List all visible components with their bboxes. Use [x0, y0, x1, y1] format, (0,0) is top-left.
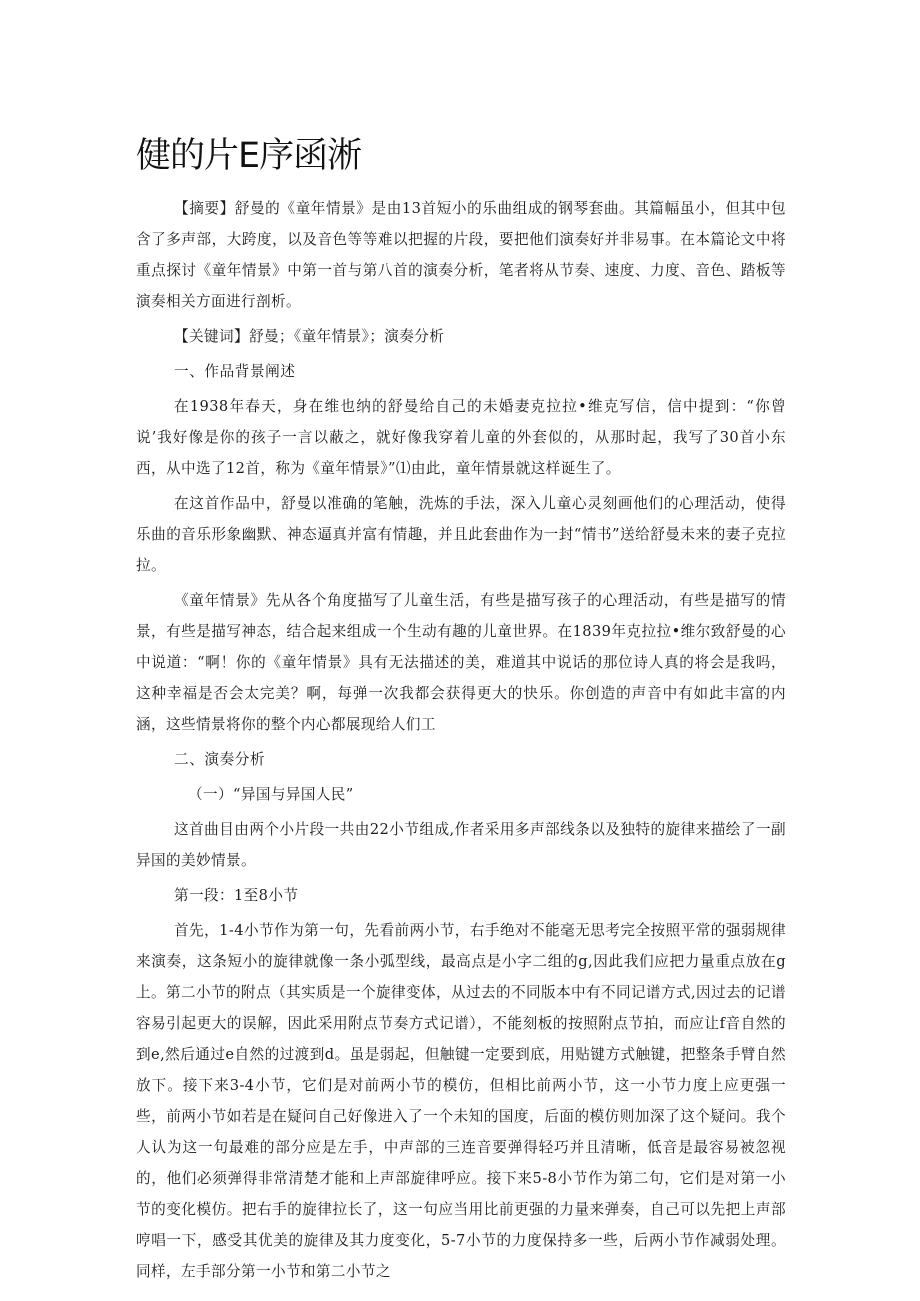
- document-body: [136, 193, 786, 1287]
- body-paragraph: 在1938年春天，身在维也纳的舒曼给自己的未婚妻克拉拉•维克写信，信中提到：“你曾说’我好像是你的孩子一言以蔽之，就好像我穿着儿童的外套似的，从那时起，我写了30首小东西，从中选了12首，称为《童年情景》”⑴由此，童年情景就这样诞生了。: [136, 398, 786, 477]
- body-paragraph: 在这首作品中，舒曼以准确的笔触，洗炼的手法，深入儿童心灵刻画他们的心理活动，使得乐曲的音乐形象幽默、神态逼真并富有情趣，并且此套曲作为一封“情书”送给舒曼未来的妻子克拉拉。: [136, 495, 786, 574]
- body-paragraph: 首先，1-4小节作为第一句，先看前两小节，右手绝对不能毫无思考完全按照平常的强弱规律来演奏，这条短小的旋律就像一条小弧型线，最高点是小字二组的g,因此我们应把力量重点放在g上。第二小节的附点（其实质是一个旋律变体，从过去的不同版本中有不同记谱方式,因过去的记谱容易引起更大的误解，因此采用附点节奏方式记谱），不能刻板的按照附点节拍，而应让f音自然的到e,然后通过e自然的过渡到d。虽是弱起，但触键一定要到底，用贴键方式触键，把整条手臂自然放下。接下来3-4小节，它们是对前两小节的模仿，但相比前两小节，这一小节力度上应更强一些，前两小节如若是在疑问自己好像进入了一个未知的国度，后面的模仿则加深了这个疑问。我个人认为这一句最难的部分应是左手，中声部的三连音要弹得轻巧并且清晰，低音是最容易被忽视的，他们必须弹得非常清楚才能和上声部旋律呼应。接下来5-8小节作为第二句，它们是对第一小节的变化模仿。把右手的旋律拉长了，这一句应当用比前更强的力量来弹奏，自己可以先把上声部哼唱一下，感受其优美的旋律及其力度变化，5-7小节的力度保持多一些，后两小节作减弱处理。同样，左手部分第一小节和第二小节之: [136, 922, 786, 1280]
- subsection-heading: （一）“异国与异国人民”: [188, 786, 354, 803]
- segment-heading: 第一段：1至8小节: [174, 887, 299, 904]
- keywords-paragraph: 【关键词】舒曼；《童年情景》；演奏分析: [174, 328, 445, 345]
- section-heading-performance: 二、演奏分析: [174, 751, 266, 768]
- document-title: 健的片E序函淅: [136, 136, 362, 176]
- abstract-paragraph: 【摘要】舒曼的《童年情景》是由13首短小的乐曲组成的钢琴套曲。其篇幅虽小，但其中包含了多声部，大跨度，以及音色等等难以把握的片段，要把他们演奏好并非易事。在本篇论文中将重点探讨《童年情景》中第一首与第八首的演奏分析，笔者将从节奏、速度、力度、音色、踏板等演奏相关方面进行剖析。: [136, 200, 786, 310]
- section-heading-background: 一、作品背景阐述: [174, 363, 296, 380]
- body-paragraph: 这首曲目由两个小片段一共由22小节组成,作者采用多声部线条以及独特的旋律来描绘了一副异国的美妙情景。: [136, 821, 786, 869]
- body-paragraph: 《童年情景》先从各个角度描写了儿童生活，有些是描写孩子的心理活动，有些是描写的情景，有些是描写神态，结合起来组成一个生动有趣的儿童世界。在1839年克拉拉•维尔致舒曼的心中说道：“啊！你的《童年情景》具有无法描述的美，难道其中说话的那位诗人真的将会是我吗，这种幸福是否会太完美？啊，每弹一次我都会获得更大的快乐。你创造的声音中有如此丰富的内涵，这些情景将你的整个内心都展现给人们工: [136, 592, 786, 733]
